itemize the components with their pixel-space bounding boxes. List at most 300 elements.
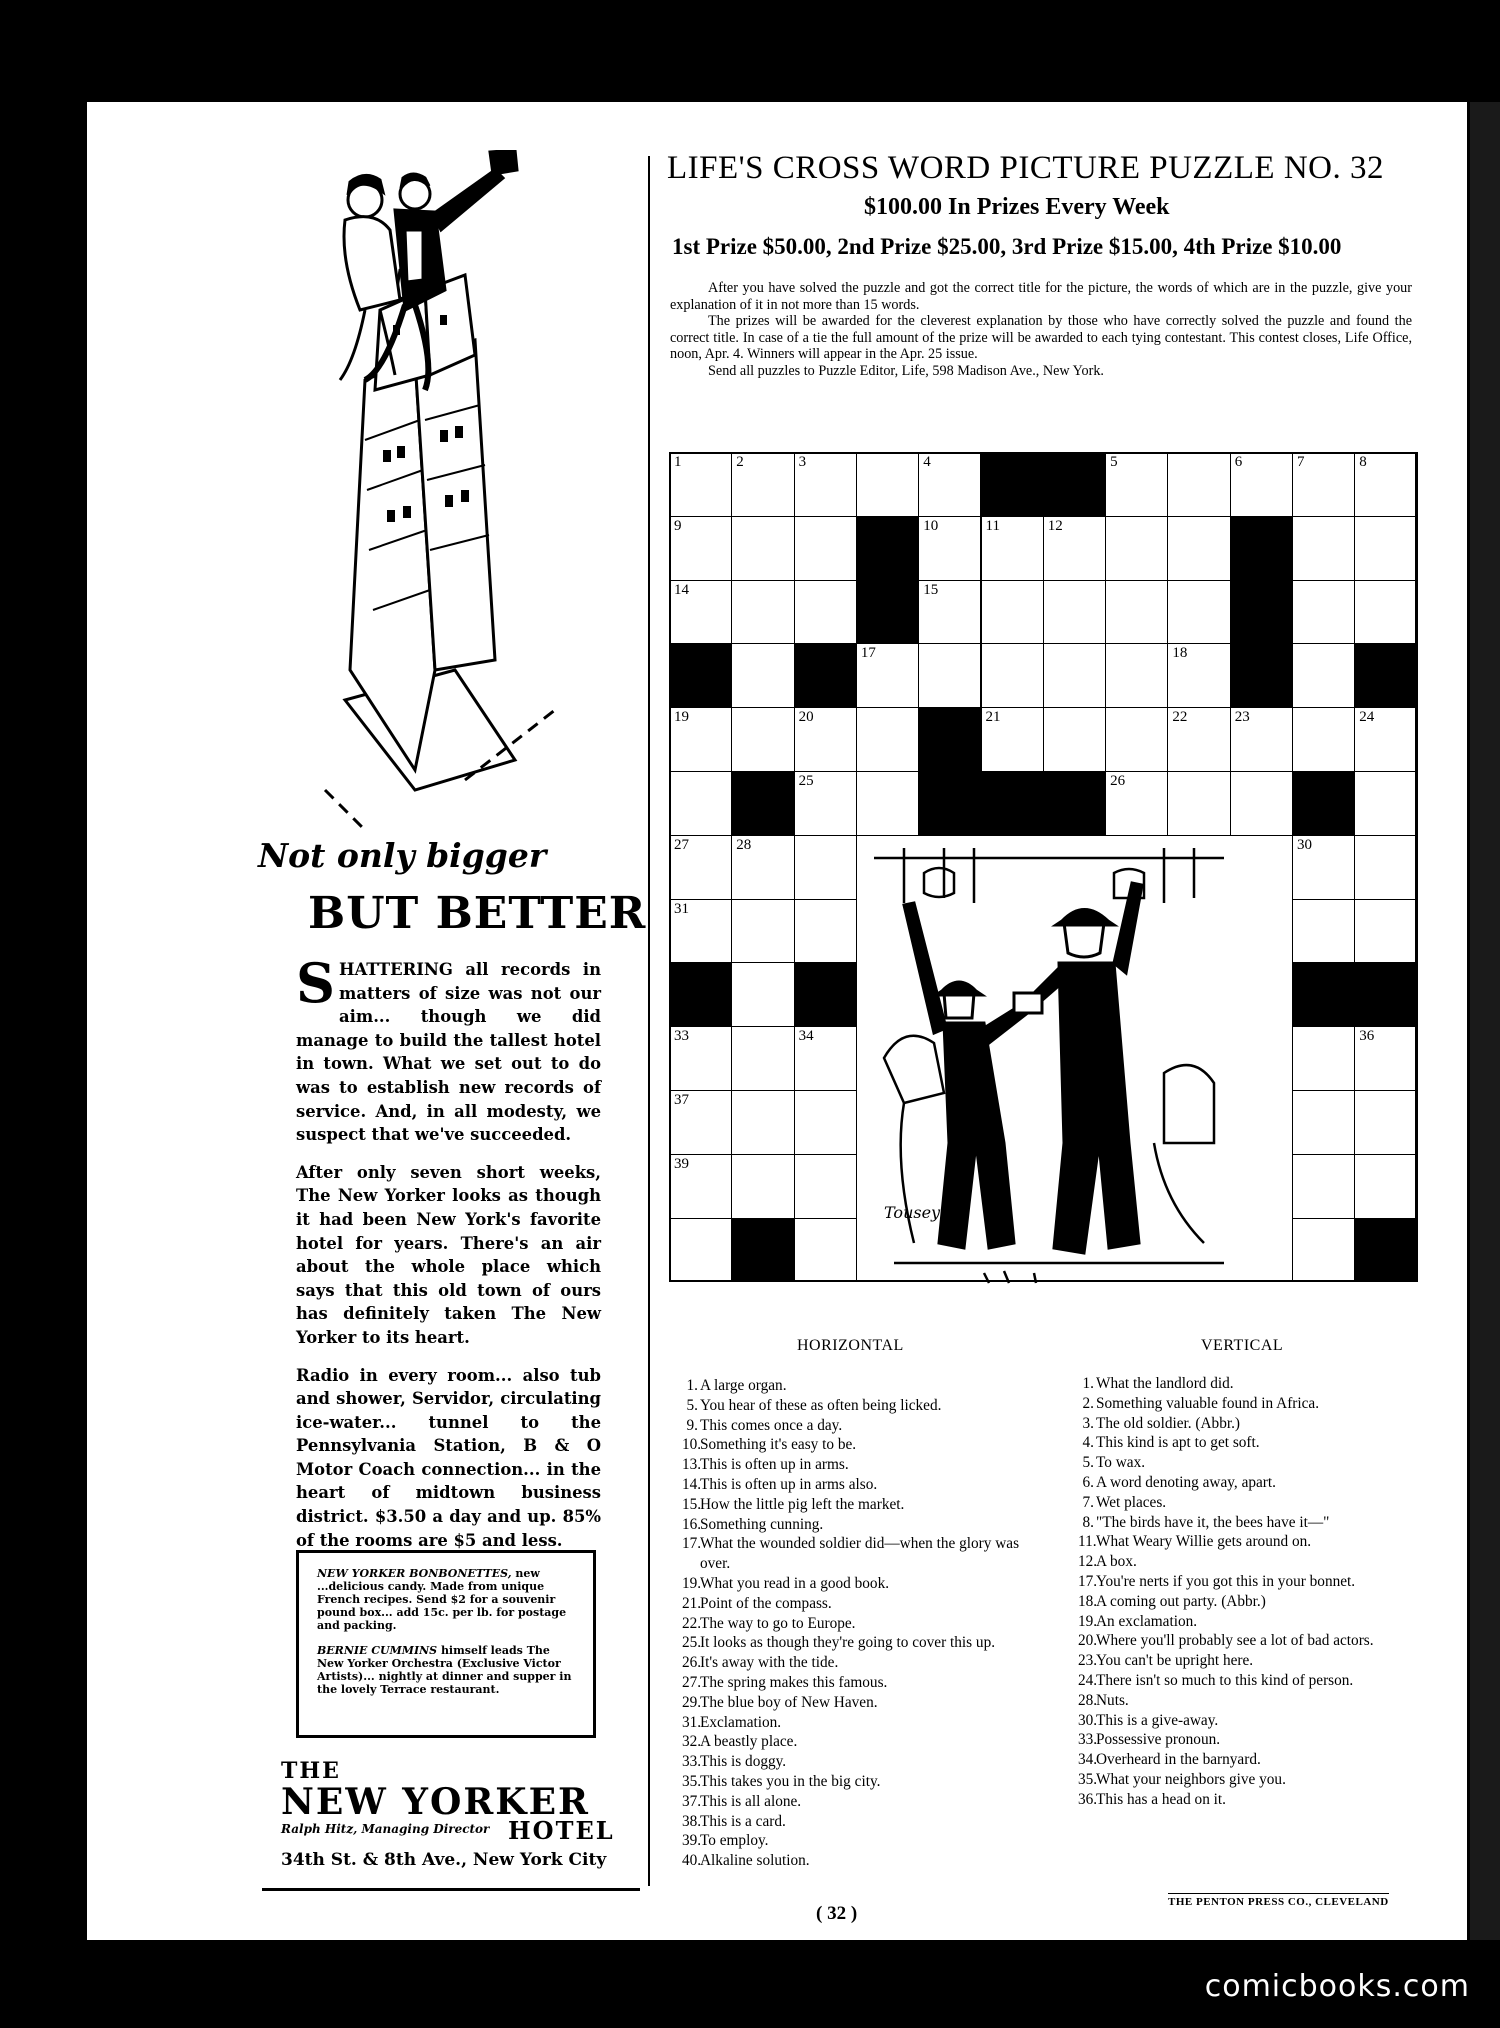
clue-text: Point of the compass. xyxy=(700,1594,832,1612)
grid-cell[interactable] xyxy=(1230,707,1293,772)
hotel-managing-director: Ralph Hitz, Managing Director xyxy=(281,1822,490,1836)
page-number: ( 32 ) xyxy=(816,1903,858,1924)
clue-item xyxy=(682,1851,1042,1871)
clue-text: This is a card. xyxy=(700,1812,786,1830)
black-square xyxy=(1354,643,1417,708)
clue-text: This is doggy. xyxy=(700,1753,787,1771)
clue-item xyxy=(682,1812,1042,1832)
clue-text: A large organ. xyxy=(700,1377,787,1394)
cell-number: 8 xyxy=(1359,454,1367,470)
grid-cell[interactable] xyxy=(1043,580,1106,645)
clue-item xyxy=(682,1515,1042,1535)
puzzle-instructions-3: Send all puzzles to Puzzle Editor, Life, 598 Madison Ave., New York. xyxy=(708,362,1104,379)
clue-text: To employ. xyxy=(700,1832,769,1850)
clue-item xyxy=(682,1574,1042,1594)
clue-number: 25. xyxy=(682,1634,702,1652)
black-square xyxy=(1230,580,1293,645)
grid-cell[interactable] xyxy=(731,516,794,581)
grid-cell[interactable] xyxy=(731,835,794,900)
clue-number: 1. xyxy=(1082,1375,1094,1392)
ad-dropcap: S xyxy=(296,951,335,1015)
grid-cell[interactable] xyxy=(794,1026,857,1091)
puzzle-instructions-2: The prizes will be awarded for the cleverest explanation by those who have correctly solved the puzzle and found the correct title. In case of a tie the full amount of the prize will be awarded to each tying contestant. This contest closes, Life Office, noon, Apr. 4. Winners will appear in the Apr. 25 issue. xyxy=(670,313,1412,363)
grid-cell[interactable] xyxy=(731,580,794,645)
puzzle-subtitle: $100.00 In Prizes Every Week xyxy=(864,194,1170,220)
clue-number: 11. xyxy=(1078,1533,1097,1551)
clue-item xyxy=(682,1594,1042,1614)
clue-number: 21. xyxy=(682,1594,702,1612)
black-square xyxy=(731,771,794,836)
clue-item xyxy=(682,1792,1042,1812)
clue-text: To wax. xyxy=(1096,1454,1146,1472)
grid-cell[interactable] xyxy=(794,516,857,581)
grid-cell[interactable] xyxy=(1105,707,1168,772)
cell-number: 28 xyxy=(736,836,752,853)
cell-number: 12 xyxy=(1047,517,1063,534)
clue-number: 34. xyxy=(1078,1751,1098,1769)
grid-cell[interactable] xyxy=(918,516,981,581)
clue-number: 24. xyxy=(1078,1671,1098,1689)
black-square xyxy=(981,452,1044,517)
cell-number: 37 xyxy=(674,1092,689,1108)
clue-item xyxy=(682,1713,1042,1733)
grid-cell[interactable] xyxy=(1292,643,1355,708)
grid-cell[interactable] xyxy=(1292,580,1355,645)
cell-number: 18 xyxy=(1172,645,1188,662)
cell-number: 9 xyxy=(674,517,682,534)
skyscraper-couple-illustration xyxy=(305,150,635,835)
cell-number: 3 xyxy=(798,454,807,470)
grid-cell[interactable] xyxy=(731,707,794,772)
grid-cell[interactable] xyxy=(981,643,1044,708)
black-square xyxy=(1292,771,1355,836)
grid-cell[interactable] xyxy=(918,643,981,708)
clue-number: 15. xyxy=(682,1495,702,1513)
ad-paragraph-1-text: HATTERING all records in matters of size was not our aim... though we did manage to build the tallest hotel in town. What we set out to do was to establish new records of service. And, in all modesty, we suspect that we've succeeded. xyxy=(296,960,601,1145)
ad-tagline-italic: Not only bigger xyxy=(258,836,547,875)
black-square xyxy=(1043,771,1106,836)
clue-text: The blue boy of New Haven. xyxy=(700,1693,878,1711)
black-square xyxy=(794,962,857,1027)
clue-text: Something cunning. xyxy=(700,1515,824,1533)
grid-cell[interactable] xyxy=(794,1218,857,1283)
grid-cell[interactable] xyxy=(1043,707,1106,772)
horizontal-heading: HORIZONTAL xyxy=(797,1337,904,1354)
grid-cell[interactable] xyxy=(1354,452,1417,517)
clue-item xyxy=(1078,1552,1428,1572)
clue-number: 37. xyxy=(682,1792,702,1810)
grid-cell[interactable] xyxy=(981,707,1044,772)
clue-item xyxy=(1078,1631,1428,1651)
grid-cell[interactable] xyxy=(1167,707,1230,772)
grid-cell[interactable] xyxy=(918,580,981,645)
grid-cell[interactable] xyxy=(1354,580,1417,645)
grid-cell[interactable] xyxy=(794,707,857,772)
clue-number: 5. xyxy=(1082,1454,1094,1472)
clue-text: Wet places. xyxy=(1096,1493,1167,1511)
black-square xyxy=(981,771,1044,836)
clue-text: What the landlord did. xyxy=(1096,1375,1234,1392)
clue-item xyxy=(1078,1651,1428,1671)
cell-number: 33 xyxy=(674,1028,689,1045)
ad-tagline-bold: BUT BETTER xyxy=(308,888,647,939)
cell-number: 39 xyxy=(674,1155,689,1172)
clue-item xyxy=(682,1633,1042,1653)
grid-cell[interactable] xyxy=(1292,516,1355,581)
grid-cell[interactable] xyxy=(1105,516,1168,581)
grid-cell[interactable] xyxy=(794,835,857,900)
clue-item xyxy=(682,1772,1042,1792)
grid-cell[interactable] xyxy=(856,771,919,836)
clue-number: 12. xyxy=(1078,1553,1098,1571)
clue-number: 5. xyxy=(686,1396,698,1414)
black-square xyxy=(856,516,919,581)
vertical-heading: VERTICAL xyxy=(1201,1337,1284,1354)
clue-item xyxy=(682,1475,1042,1495)
watermark: comicbooks.com xyxy=(1204,1969,1470,2004)
grid-cell[interactable] xyxy=(1292,835,1355,900)
clue-item xyxy=(682,1831,1042,1851)
clue-number: 17. xyxy=(1078,1572,1098,1590)
clue-text: Nuts. xyxy=(1096,1691,1129,1709)
clue-item xyxy=(682,1732,1042,1752)
clue-item xyxy=(682,1534,1042,1574)
grid-cell[interactable] xyxy=(794,771,857,836)
clue-text: An exclamation. xyxy=(1096,1612,1198,1630)
grid-cell[interactable] xyxy=(669,1154,732,1219)
clue-item xyxy=(1078,1671,1428,1691)
grid-cell[interactable] xyxy=(1354,1026,1417,1091)
black-square xyxy=(918,771,981,836)
cell-number: 26 xyxy=(1110,773,1126,789)
clue-item xyxy=(1078,1433,1428,1453)
cell-number: 34 xyxy=(798,1028,814,1045)
grid-cell[interactable] xyxy=(731,1090,794,1155)
clue-text: There isn't so much to this kind of person. xyxy=(1096,1671,1354,1689)
grid-cell[interactable] xyxy=(669,1218,732,1283)
clue-item xyxy=(682,1653,1042,1673)
clue-number: 35. xyxy=(682,1772,702,1790)
ad-box-bonbonettes-title: NEW YORKER BONBONETTES, xyxy=(317,1567,512,1580)
ad-paragraph-2: After only seven short weeks, The New Yorker looks as though it had been New York's favorite hotel for years. There's an air about the whole place which says that this old town of ours has definitely taken The New Yorker to its heart. xyxy=(296,1162,601,1347)
clue-text: Overheard in the barnyard. xyxy=(1096,1751,1261,1769)
ad-box-orchestra-text: himself leads The New Yorker Orchestra (Exclusive Victor Artists)... nightly at dinner and supper in the lovely Terrace restaurant. xyxy=(317,1644,572,1696)
vertical-clues xyxy=(1078,1374,1428,1810)
clue-number: 6. xyxy=(1082,1473,1094,1491)
grid-cell[interactable] xyxy=(1167,452,1230,517)
cell-number: 1 xyxy=(674,454,682,470)
black-square xyxy=(1043,452,1106,517)
black-square xyxy=(669,962,732,1027)
clue-number: 39. xyxy=(682,1832,702,1850)
clue-text: You can't be upright here. xyxy=(1096,1652,1254,1670)
clue-text: A box. xyxy=(1096,1553,1137,1571)
clue-number: 22. xyxy=(682,1614,702,1632)
clue-number: 7. xyxy=(1082,1493,1094,1511)
clue-item xyxy=(1078,1374,1428,1394)
clue-number: 14. xyxy=(682,1475,702,1493)
black-square xyxy=(1230,516,1293,581)
grid-cell[interactable] xyxy=(1354,707,1417,772)
grid-cell[interactable] xyxy=(1167,580,1230,645)
clue-number: 26. xyxy=(682,1654,702,1672)
black-square xyxy=(669,643,732,708)
ad-box-orchestra xyxy=(317,1644,575,1696)
clue-text: This comes once a day. xyxy=(700,1416,843,1434)
grid-cell[interactable] xyxy=(1230,452,1293,517)
clue-text: A beastly place. xyxy=(700,1733,798,1751)
grid-cell[interactable] xyxy=(1354,771,1417,836)
printer-credit: THE PENTON PRESS CO., CLEVELAND xyxy=(1168,1893,1389,1908)
clue-item xyxy=(1078,1730,1428,1750)
grid-cell[interactable] xyxy=(1105,452,1168,517)
cell-number: 17 xyxy=(860,645,876,662)
clue-item xyxy=(682,1673,1042,1693)
clue-text: Alkaline solution. xyxy=(700,1852,810,1870)
grid-cell[interactable] xyxy=(731,643,794,708)
grid-cell[interactable] xyxy=(1292,452,1355,517)
clue-text: The spring makes this famous. xyxy=(700,1673,888,1691)
grid-cell[interactable] xyxy=(794,452,857,517)
black-square xyxy=(794,643,857,708)
clue-number: 29. xyxy=(682,1693,702,1711)
grid-cell[interactable] xyxy=(1354,1154,1417,1219)
cell-number: 24 xyxy=(1359,709,1375,726)
clue-item xyxy=(1078,1750,1428,1770)
next-page-edge xyxy=(1470,102,1500,1940)
clue-number: 40. xyxy=(682,1852,702,1870)
grid-cell[interactable] xyxy=(1292,1026,1355,1091)
cell-number: 36 xyxy=(1359,1028,1375,1045)
cartoon-signature: Tousey xyxy=(884,1203,941,1222)
ad-box-bonbonettes-text: new ...delicious candy. Made from unique French recipes. Send $2 for a souvenir pound box... add 15c. per lb. for postage and packing. xyxy=(317,1567,567,1632)
grid-cell[interactable] xyxy=(1043,516,1106,581)
ad-box-orchestra-title: BERNIE CUMMINS xyxy=(317,1644,438,1657)
grid-cell[interactable] xyxy=(1105,643,1168,708)
grid-cell[interactable] xyxy=(1167,771,1230,836)
clue-text: Where you'll probably see a lot of bad actors. xyxy=(1096,1632,1374,1650)
grid-cell[interactable] xyxy=(981,516,1044,581)
clue-number: 33. xyxy=(1078,1731,1098,1749)
clue-item xyxy=(1078,1711,1428,1731)
clue-text: It looks as though they're going to cover this up. xyxy=(700,1634,996,1652)
grid-cell[interactable] xyxy=(918,452,981,517)
clue-text: You hear of these as often being licked. xyxy=(700,1396,942,1414)
clue-number: 35. xyxy=(1078,1770,1098,1788)
clue-number: 19. xyxy=(1078,1612,1098,1630)
cell-number: 11 xyxy=(985,517,1000,534)
clue-item xyxy=(682,1376,1042,1396)
grid-cell[interactable] xyxy=(669,899,732,964)
black-square xyxy=(856,580,919,645)
clue-number: 10. xyxy=(682,1436,702,1454)
cell-number: 14 xyxy=(674,581,689,598)
clue-item xyxy=(682,1693,1042,1713)
clue-text: It's away with the tide. xyxy=(700,1654,839,1672)
grid-cell[interactable] xyxy=(1105,771,1168,836)
cell-number: 15 xyxy=(923,581,939,598)
clue-item xyxy=(1078,1770,1428,1790)
grid-cell[interactable] xyxy=(731,899,794,964)
ad-info-box xyxy=(296,1550,596,1738)
clue-text: Something it's easy to be. xyxy=(700,1436,857,1454)
grid-cell[interactable] xyxy=(1167,516,1230,581)
grid-cell[interactable] xyxy=(669,452,732,517)
black-square xyxy=(1292,962,1355,1027)
clue-item xyxy=(1078,1532,1428,1552)
black-square xyxy=(1354,1218,1417,1283)
clue-text: This kind is apt to get soft. xyxy=(1096,1434,1260,1452)
grid-cell[interactable] xyxy=(1167,643,1230,708)
hotel-logo-hotel: HOTEL xyxy=(508,1816,615,1845)
clue-number: 13. xyxy=(682,1456,702,1474)
clue-item xyxy=(1078,1592,1428,1612)
clue-text: This takes you in the big city. xyxy=(700,1772,881,1790)
clue-number: 2. xyxy=(1082,1394,1094,1412)
clue-text: The old soldier. (Abbr.) xyxy=(1096,1414,1241,1432)
puzzle-instructions-1: After you have solved the puzzle and got the correct title for the picture, the words of which are in the puzzle, give your explanation of it in not more than 15 words. xyxy=(670,280,1412,313)
grid-cell[interactable] xyxy=(794,1154,857,1219)
cell-number: 2 xyxy=(736,454,744,470)
clue-item xyxy=(1078,1790,1428,1810)
grid-cell[interactable] xyxy=(1354,1090,1417,1155)
grid-cell[interactable] xyxy=(669,707,732,772)
cell-number: 6 xyxy=(1234,454,1243,470)
clue-item xyxy=(1078,1513,1428,1533)
grid-cell[interactable] xyxy=(669,580,732,645)
cell-number: 5 xyxy=(1110,454,1118,470)
clue-item xyxy=(1078,1493,1428,1513)
grid-cell[interactable] xyxy=(794,899,857,964)
clue-number: 31. xyxy=(682,1713,702,1731)
clue-text: This has a head on it. xyxy=(1096,1790,1226,1808)
grid-cell[interactable] xyxy=(1292,1154,1355,1219)
cell-number: 19 xyxy=(674,709,689,726)
clue-number: 30. xyxy=(1078,1711,1098,1729)
clue-item xyxy=(1078,1612,1428,1632)
grid-cell[interactable] xyxy=(1292,1090,1355,1155)
grid-cell[interactable] xyxy=(1354,516,1417,581)
clue-number: 36. xyxy=(1078,1790,1098,1808)
hotel-logo-the: THE xyxy=(281,1758,341,1784)
clue-text: Possessive pronoun. xyxy=(1096,1731,1221,1749)
cell-number: 16 xyxy=(1234,581,1250,598)
clue-text: This is often up in arms. xyxy=(700,1456,849,1474)
black-square xyxy=(1230,643,1293,708)
cell-number: 21 xyxy=(985,709,1001,726)
ad-body xyxy=(296,951,601,1566)
grid-cell[interactable] xyxy=(794,1090,857,1155)
grid-cell[interactable] xyxy=(669,835,732,900)
clue-item xyxy=(1078,1572,1428,1592)
grid-cell[interactable] xyxy=(1292,1218,1355,1283)
clue-item xyxy=(1078,1691,1428,1711)
clue-number: 27. xyxy=(682,1673,702,1691)
clue-text: What Weary Willie gets around on. xyxy=(1096,1533,1312,1551)
grid-cell[interactable] xyxy=(1043,643,1106,708)
clue-text: This is a give-away. xyxy=(1096,1711,1219,1729)
clue-text: You're nerts if you got this in your bonnet. xyxy=(1096,1572,1356,1590)
clue-text: Exclamation. xyxy=(700,1713,782,1731)
grid-cell[interactable] xyxy=(981,580,1044,645)
cell-number: 27 xyxy=(674,836,689,853)
grid-cell[interactable] xyxy=(1354,899,1417,964)
grid-cell[interactable] xyxy=(731,1154,794,1219)
black-square xyxy=(1354,962,1417,1027)
black-square xyxy=(731,1218,794,1283)
column-divider xyxy=(648,156,650,1886)
puzzle-instructions xyxy=(670,280,1412,380)
clue-number: 20. xyxy=(1078,1632,1098,1650)
grid-cell[interactable] xyxy=(1292,707,1355,772)
hotel-logo-name: NEW YORKER xyxy=(281,1781,590,1823)
cell-number: 10 xyxy=(923,517,939,534)
ad-paragraph-3: Radio in every room... also tub and shower, Servidor, circulating ice-water... tunnel to the Pennsylvania Station, B & O Motor Coach connection... in the heart of midtown business district. $3.50 a day and up. 85% of the rooms are $5 and less. xyxy=(296,1365,601,1550)
clue-number: 1. xyxy=(686,1377,698,1394)
grid-cell[interactable] xyxy=(669,1090,732,1155)
grid-cell[interactable] xyxy=(731,962,794,1027)
subway-cartoon xyxy=(864,843,1233,1288)
cell-number: 25 xyxy=(798,773,814,789)
clue-number: 17. xyxy=(682,1535,702,1553)
clue-item xyxy=(1078,1414,1428,1434)
grid-cell[interactable] xyxy=(856,452,919,517)
clue-number: 4. xyxy=(1082,1434,1094,1452)
clue-text: Something valuable found in Africa. xyxy=(1096,1394,1320,1412)
grid-cell[interactable] xyxy=(1105,580,1168,645)
clue-item xyxy=(1078,1473,1428,1493)
clue-text: This is all alone. xyxy=(700,1792,802,1810)
ad-box-bonbonettes xyxy=(317,1567,575,1632)
clue-number: 32. xyxy=(682,1733,702,1751)
clue-text: How the little pig left the market. xyxy=(700,1495,905,1513)
cell-number: 23 xyxy=(1234,709,1250,726)
clue-text: What your neighbors give you. xyxy=(1096,1770,1286,1788)
clue-text: A coming out party. (Abbr.) xyxy=(1096,1592,1266,1610)
clue-text: This is often up in arms also. xyxy=(700,1475,878,1493)
grid-cell[interactable] xyxy=(856,643,919,708)
grid-cell[interactable] xyxy=(731,1026,794,1091)
grid-cell[interactable] xyxy=(856,707,919,772)
clue-number: 28. xyxy=(1078,1691,1098,1709)
clue-number: 3. xyxy=(1082,1414,1094,1432)
ad-bottom-rule xyxy=(262,1888,640,1891)
cell-number: 13 xyxy=(1234,517,1250,534)
clue-text: What the wounded soldier did—when the glory was over. xyxy=(700,1535,1020,1573)
grid-cell[interactable] xyxy=(1354,835,1417,900)
cell-number: 31 xyxy=(674,900,689,917)
cell-number: 4 xyxy=(923,454,931,470)
grid-cell[interactable] xyxy=(731,452,794,517)
clue-item xyxy=(682,1495,1042,1515)
grid-cell[interactable] xyxy=(669,516,732,581)
grid-cell[interactable] xyxy=(669,771,732,836)
cell-number: 20 xyxy=(798,709,814,726)
cell-number: 30 xyxy=(1297,836,1312,853)
clue-number: 9. xyxy=(686,1416,698,1434)
clue-item xyxy=(682,1416,1042,1436)
clue-item xyxy=(682,1614,1042,1634)
grid-cell[interactable] xyxy=(1292,899,1355,964)
ad-paragraph xyxy=(296,951,601,1147)
grid-cell[interactable] xyxy=(669,1026,732,1091)
clue-text: A word denoting away, apart. xyxy=(1096,1473,1276,1491)
clue-item xyxy=(1078,1394,1428,1414)
grid-cell[interactable] xyxy=(794,580,857,645)
grid-cell[interactable] xyxy=(1230,771,1293,836)
clue-item xyxy=(682,1455,1042,1475)
clue-number: 23. xyxy=(1078,1652,1098,1670)
